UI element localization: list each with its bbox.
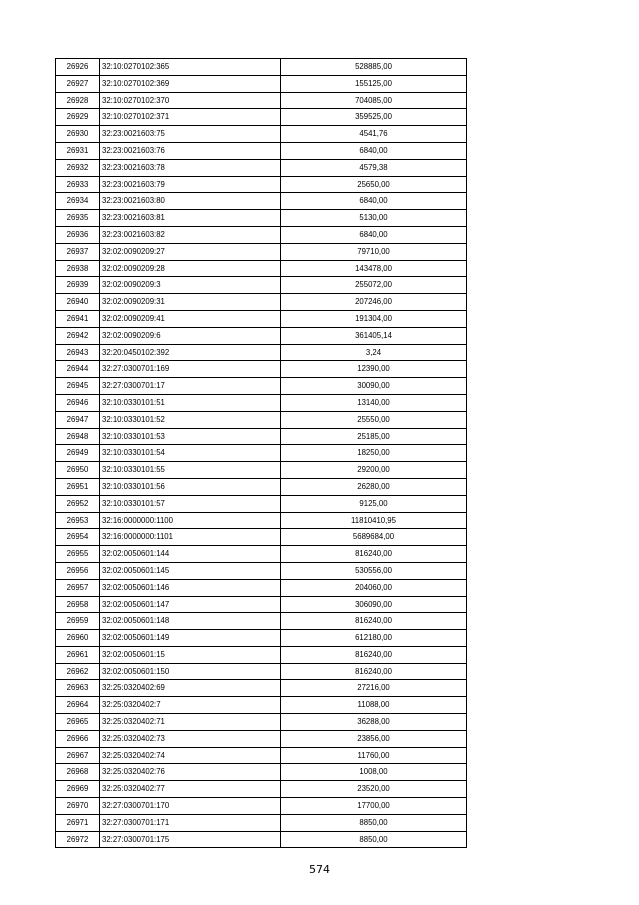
cadastral-number-cell: 32:23:0021603:79 (100, 176, 281, 193)
cadastral-number-cell: 32:25:0320402:73 (100, 730, 281, 747)
cadastral-number-cell: 32:25:0320402:7 (100, 697, 281, 714)
cadastral-value-cell: 25185,00 (281, 428, 467, 445)
cadastral-value-cell: 11088,00 (281, 697, 467, 714)
cadastral-value-cell: 155125,00 (281, 75, 467, 92)
cadastral-number-cell: 32:27:0300701:169 (100, 361, 281, 378)
row-number-cell: 26931 (56, 142, 100, 159)
row-number-cell: 26968 (56, 764, 100, 781)
cadastral-number-cell: 32:02:0090209:6 (100, 327, 281, 344)
cadastral-value-cell: 191304,00 (281, 310, 467, 327)
cadastral-number-cell: 32:25:0320402:77 (100, 781, 281, 798)
cadastral-value-cell: 4541,76 (281, 126, 467, 143)
cadastral-value-cell: 359525,00 (281, 109, 467, 126)
cadastral-number-cell: 32:02:0050601:150 (100, 663, 281, 680)
cadastral-number-cell: 32:25:0320402:71 (100, 714, 281, 731)
cadastral-value-cell: 816240,00 (281, 646, 467, 663)
table-row (56, 109, 467, 126)
cadastral-value-cell: 25550,00 (281, 411, 467, 428)
row-number-cell: 26949 (56, 445, 100, 462)
cadastral-value-cell: 12390,00 (281, 361, 467, 378)
table-row (56, 176, 467, 193)
cadastral-value-cell: 11760,00 (281, 747, 467, 764)
cadastral-number-cell: 32:02:0090209:41 (100, 310, 281, 327)
cadastral-number-cell: 32:23:0021603:82 (100, 226, 281, 243)
row-number-cell: 26957 (56, 579, 100, 596)
cadastral-number-cell: 32:16:0000000:1100 (100, 512, 281, 529)
table-row (56, 462, 467, 479)
cadastral-number-cell: 32:02:0090209:28 (100, 260, 281, 277)
table-row (56, 92, 467, 109)
row-number-cell: 26939 (56, 277, 100, 294)
table-row (56, 546, 467, 563)
cadastral-value-cell: 9125,00 (281, 495, 467, 512)
cadastral-number-cell: 32:10:0270102:369 (100, 75, 281, 92)
cadastral-number-cell: 32:16:0000000:1101 (100, 529, 281, 546)
table-row (56, 478, 467, 495)
cadastral-value-cell: 143478,00 (281, 260, 467, 277)
table-row (56, 630, 467, 647)
cadastral-value-cell: 530556,00 (281, 562, 467, 579)
table-row (56, 344, 467, 361)
cadastral-value-cell: 207246,00 (281, 294, 467, 311)
table-row (56, 697, 467, 714)
row-number-cell: 26933 (56, 176, 100, 193)
table-row (56, 781, 467, 798)
cadastral-value-cell: 23856,00 (281, 730, 467, 747)
cadastral-value-cell: 816240,00 (281, 663, 467, 680)
row-number-cell: 26930 (56, 126, 100, 143)
table-row (56, 243, 467, 260)
table-row (56, 495, 467, 512)
cadastral-value-cell: 30090,00 (281, 378, 467, 395)
row-number-cell: 26944 (56, 361, 100, 378)
cadastral-value-cell: 8850,00 (281, 814, 467, 831)
row-number-cell: 26941 (56, 310, 100, 327)
table-row (56, 294, 467, 311)
table-row (56, 142, 467, 159)
cadastral-number-cell: 32:27:0300701:175 (100, 831, 281, 848)
row-number-cell: 26947 (56, 411, 100, 428)
cadastral-number-cell: 32:02:0050601:147 (100, 596, 281, 613)
row-number-cell: 26960 (56, 630, 100, 647)
table-row (56, 714, 467, 731)
cadastral-value-cell: 5130,00 (281, 210, 467, 227)
row-number-cell: 26964 (56, 697, 100, 714)
row-number-cell: 26926 (56, 59, 100, 76)
cadastral-value-cell: 25650,00 (281, 176, 467, 193)
cadastral-number-cell: 32:27:0300701:17 (100, 378, 281, 395)
row-number-cell: 26945 (56, 378, 100, 395)
row-number-cell: 26948 (56, 428, 100, 445)
cadastral-number-cell: 32:23:0021603:78 (100, 159, 281, 176)
cadastral-number-cell: 32:23:0021603:75 (100, 126, 281, 143)
cadastral-value-cell: 36288,00 (281, 714, 467, 731)
table-row (56, 814, 467, 831)
row-number-cell: 26927 (56, 75, 100, 92)
cadastral-value-cell: 29200,00 (281, 462, 467, 479)
table-row (56, 445, 467, 462)
table-row (56, 512, 467, 529)
table-body (56, 59, 467, 848)
cadastral-value-cell: 306090,00 (281, 596, 467, 613)
row-number-cell: 26946 (56, 394, 100, 411)
cadastral-number-cell: 32:02:0090209:31 (100, 294, 281, 311)
cadastral-number-cell: 32:10:0330101:53 (100, 428, 281, 445)
cadastral-number-cell: 32:27:0300701:171 (100, 814, 281, 831)
table-row (56, 831, 467, 848)
cadastral-number-cell: 32:10:0330101:55 (100, 462, 281, 479)
table-row (56, 310, 467, 327)
cadastral-value-cell: 23520,00 (281, 781, 467, 798)
cadastral-number-cell: 32:02:0050601:149 (100, 630, 281, 647)
page-number: 574 (309, 863, 330, 876)
cadastral-number-cell: 32:25:0320402:69 (100, 680, 281, 697)
cadastral-value-cell: 528885,00 (281, 59, 467, 76)
cadastral-number-cell: 32:23:0021603:80 (100, 193, 281, 210)
cadastral-value-cell: 11810410,95 (281, 512, 467, 529)
row-number-cell: 26959 (56, 613, 100, 630)
row-number-cell: 26970 (56, 798, 100, 815)
cadastral-value-cell: 5689684,00 (281, 529, 467, 546)
cadastral-value-cell: 3,24 (281, 344, 467, 361)
table-row (56, 59, 467, 76)
cadastral-number-cell: 32:10:0330101:54 (100, 445, 281, 462)
table-row (56, 361, 467, 378)
row-number-cell: 26966 (56, 730, 100, 747)
cadastral-value-cell: 79710,00 (281, 243, 467, 260)
cadastral-value-cell: 816240,00 (281, 613, 467, 630)
row-number-cell: 26969 (56, 781, 100, 798)
row-number-cell: 26935 (56, 210, 100, 227)
table-row (56, 260, 467, 277)
row-number-cell: 26940 (56, 294, 100, 311)
cadastral-value-cell: 204060,00 (281, 579, 467, 596)
table-row (56, 210, 467, 227)
table-row (56, 730, 467, 747)
cadastral-value-cell: 612180,00 (281, 630, 467, 647)
row-number-cell: 26950 (56, 462, 100, 479)
table-row (56, 747, 467, 764)
cadastral-number-cell: 32:10:0330101:57 (100, 495, 281, 512)
row-number-cell: 26942 (56, 327, 100, 344)
table-row (56, 596, 467, 613)
row-number-cell: 26972 (56, 831, 100, 848)
cadastral-value-cell: 13140,00 (281, 394, 467, 411)
cadastral-number-cell: 32:02:0090209:3 (100, 277, 281, 294)
cadastral-value-cell: 6840,00 (281, 142, 467, 159)
table-row (56, 613, 467, 630)
cadastral-value-cell: 18250,00 (281, 445, 467, 462)
row-number-cell: 26943 (56, 344, 100, 361)
table-row (56, 663, 467, 680)
row-number-cell: 26967 (56, 747, 100, 764)
row-number-cell: 26956 (56, 562, 100, 579)
cadastral-value-cell: 6840,00 (281, 193, 467, 210)
row-number-cell: 26954 (56, 529, 100, 546)
cadastral-number-cell: 32:02:0050601:145 (100, 562, 281, 579)
cadastral-number-cell: 32:23:0021603:81 (100, 210, 281, 227)
cadastral-number-cell: 32:27:0300701:170 (100, 798, 281, 815)
cadastral-value-cell: 17700,00 (281, 798, 467, 815)
row-number-cell: 26934 (56, 193, 100, 210)
cadastral-number-cell: 32:02:0050601:144 (100, 546, 281, 563)
table-row (56, 378, 467, 395)
cadastral-number-cell: 32:20:0450102:392 (100, 344, 281, 361)
cadastral-number-cell: 32:25:0320402:74 (100, 747, 281, 764)
table-row (56, 277, 467, 294)
row-number-cell: 26937 (56, 243, 100, 260)
row-number-cell: 26955 (56, 546, 100, 563)
cadastral-value-cell: 8850,00 (281, 831, 467, 848)
table-row (56, 394, 467, 411)
row-number-cell: 26963 (56, 680, 100, 697)
cadastral-number-cell: 32:10:0270102:371 (100, 109, 281, 126)
cadastral-value-cell: 1008,00 (281, 764, 467, 781)
cadastral-number-cell: 32:02:0050601:15 (100, 646, 281, 663)
table-row (56, 562, 467, 579)
table-row (56, 764, 467, 781)
table-row (56, 428, 467, 445)
cadastral-value-cell: 27216,00 (281, 680, 467, 697)
cadastral-value-cell: 6840,00 (281, 226, 467, 243)
row-number-cell: 26936 (56, 226, 100, 243)
cadastral-number-cell: 32:02:0090209:27 (100, 243, 281, 260)
cadastral-value-cell: 255072,00 (281, 277, 467, 294)
cadastral-number-cell: 32:25:0320402:76 (100, 764, 281, 781)
table-row (56, 126, 467, 143)
table-row (56, 75, 467, 92)
cadastral-number-cell: 32:23:0021603:76 (100, 142, 281, 159)
cadastral-value-cell: 816240,00 (281, 546, 467, 563)
cadastral-number-cell: 32:10:0330101:51 (100, 394, 281, 411)
table-row (56, 680, 467, 697)
row-number-cell: 26958 (56, 596, 100, 613)
table-row (56, 327, 467, 344)
cadastral-number-cell: 32:10:0270102:370 (100, 92, 281, 109)
cadastral-value-cell: 4579,38 (281, 159, 467, 176)
cadastral-value-table (55, 58, 467, 848)
cadastral-number-cell: 32:02:0050601:148 (100, 613, 281, 630)
cadastral-value-cell: 704085,00 (281, 92, 467, 109)
row-number-cell: 26932 (56, 159, 100, 176)
row-number-cell: 26971 (56, 814, 100, 831)
cadastral-number-cell: 32:02:0050601:146 (100, 579, 281, 596)
row-number-cell: 26962 (56, 663, 100, 680)
row-number-cell: 26928 (56, 92, 100, 109)
table-row (56, 579, 467, 596)
cadastral-number-cell: 32:10:0270102:365 (100, 59, 281, 76)
table-row (56, 159, 467, 176)
table-row (56, 411, 467, 428)
table-row (56, 226, 467, 243)
cadastral-number-cell: 32:10:0330101:52 (100, 411, 281, 428)
row-number-cell: 26952 (56, 495, 100, 512)
row-number-cell: 26961 (56, 646, 100, 663)
table-row (56, 193, 467, 210)
row-number-cell: 26951 (56, 478, 100, 495)
row-number-cell: 26953 (56, 512, 100, 529)
table-row (56, 798, 467, 815)
table-row (56, 529, 467, 546)
cadastral-value-cell: 361405,14 (281, 327, 467, 344)
row-number-cell: 26929 (56, 109, 100, 126)
cadastral-number-cell: 32:10:0330101:56 (100, 478, 281, 495)
row-number-cell: 26965 (56, 714, 100, 731)
row-number-cell: 26938 (56, 260, 100, 277)
cadastral-value-cell: 26280,00 (281, 478, 467, 495)
table-row (56, 646, 467, 663)
